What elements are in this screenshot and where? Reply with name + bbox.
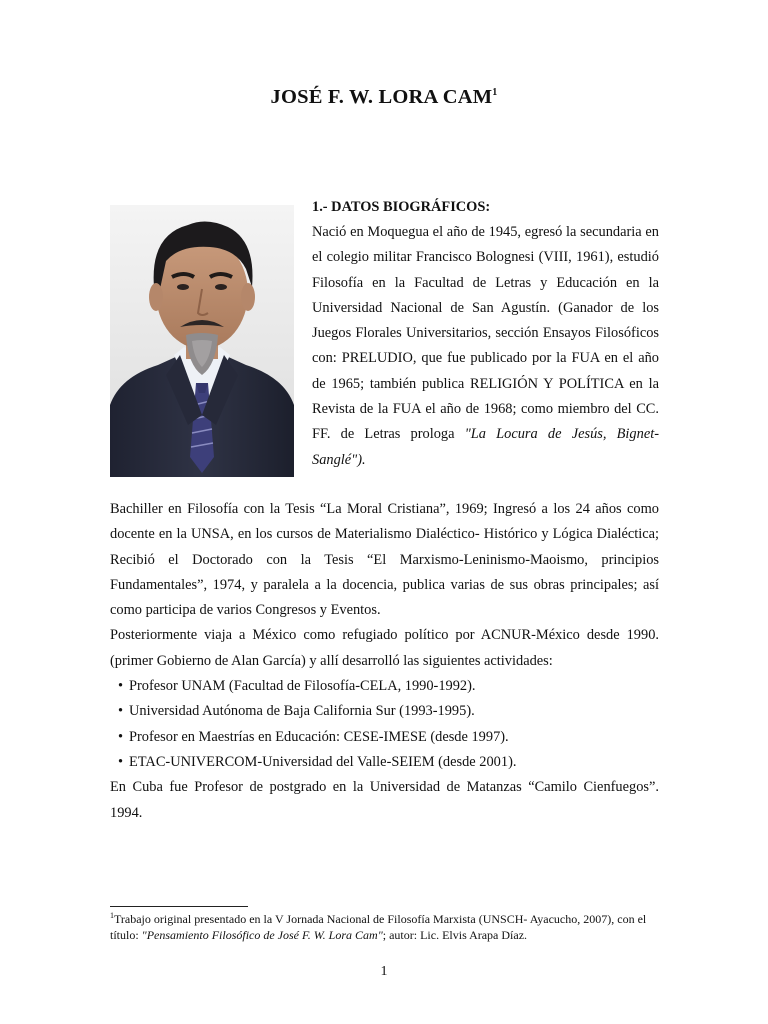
list-item-text: ETAC-UNIVERCOM-Universidad del Valle-SEIEM (desde 2001). xyxy=(129,753,517,770)
bullet-icon: • xyxy=(118,703,124,720)
bullet-icon: • xyxy=(118,678,124,695)
list-item xyxy=(110,750,659,775)
biography-paragraph-3: Posteriormente viaja a México como refugiado político por ACNUR-México desde 1990. (primer Gobierno de Alan García) y allí desarrolló las siguientes actividades: xyxy=(110,627,659,669)
footnote xyxy=(110,908,659,943)
list-item xyxy=(110,674,659,699)
list-item xyxy=(110,699,659,724)
footnote-text-before: Trabajo original presentado en la V Jornada Nacional de Filosofía Marxista (UNSCH- Ayacucho, 2007), con el título: xyxy=(110,912,647,942)
footnote-divider xyxy=(110,906,248,907)
footnote-text-after: ; autor: Lic. Elvis Arapa Díaz. xyxy=(382,927,528,942)
biography-paragraph-2: Bachiller en Filosofía con la Tesis “La Moral Cristiana”, 1969; Ingresó a los 24 años como docente en la UNSA, en los cursos de Materialismo Dialéctico- Histórico y Lógica Dialéctica; Recibió el Doctorado con la Tesis “El Marxismo-Leninismo-Maoismo, principios Fundamentales”, 1974, y paralela a la docencia, publica varias de sus obras principales; así como participa de varios Congresos y Eventos. xyxy=(110,501,659,619)
main-text-block xyxy=(110,497,659,826)
bullet-icon: • xyxy=(118,728,124,745)
bullet-icon: • xyxy=(118,753,124,770)
document-title-text: JOSÉ F. W. LORA CAM xyxy=(270,86,493,108)
author-portrait xyxy=(110,205,294,477)
footnote-text-italic: "Pensamiento Filosófico de José F. W. Lora Cam" xyxy=(141,927,383,942)
activities-list xyxy=(110,674,659,775)
document-title xyxy=(0,86,768,109)
page-number: 1 xyxy=(380,964,388,979)
title-footnote-marker: 1 xyxy=(492,87,498,99)
list-item-text: Profesor en Maestrías en Educación: CESE-IMESE (desde 1997). xyxy=(129,728,509,745)
portrait-photo-icon xyxy=(110,205,294,477)
list-item-text: Profesor UNAM (Facultad de Filosofía-CELA, 1990-1992). xyxy=(129,678,476,695)
list-item-text: Universidad Autónoma de Baja California Sur (1993-1995). xyxy=(129,703,475,720)
biography-paragraph-1 xyxy=(312,220,659,473)
footnote-marker: 1 xyxy=(110,911,114,920)
section-heading: 1.- DATOS BIOGRÁFICOS: xyxy=(312,199,491,215)
biography-paragraph-1-text: Nació en Moquegua el año de 1945, egresó la secundaria en el colegio militar Francisco Bolognesi (VIII, 1961), estudió Filosofía en la Facultad de Letras y Educación en la Universidad Nacional de San Agustín. (Ganador de los Juegos Florales Universitarios, sección Ensayos Filosóficos con: PRELUDIO, que fue publicado por la FUA en el año de 1965; también publica RELIGIÓN Y POLÍTICA en la Revista de la FUA el año de 1968; como miembro del CC. FF. de Letras prologa xyxy=(312,224,659,443)
biography-paragraph-4: En Cuba fue Profesor de postgrado en la Universidad de Matanzas “Camilo Cienfuegos”. 1994. xyxy=(110,779,659,821)
biography-column xyxy=(312,195,659,473)
list-item xyxy=(110,725,659,750)
biography-paragraph-1-italic: "La Locura de Jesús, Bignet-Sanglé"). xyxy=(312,426,660,468)
